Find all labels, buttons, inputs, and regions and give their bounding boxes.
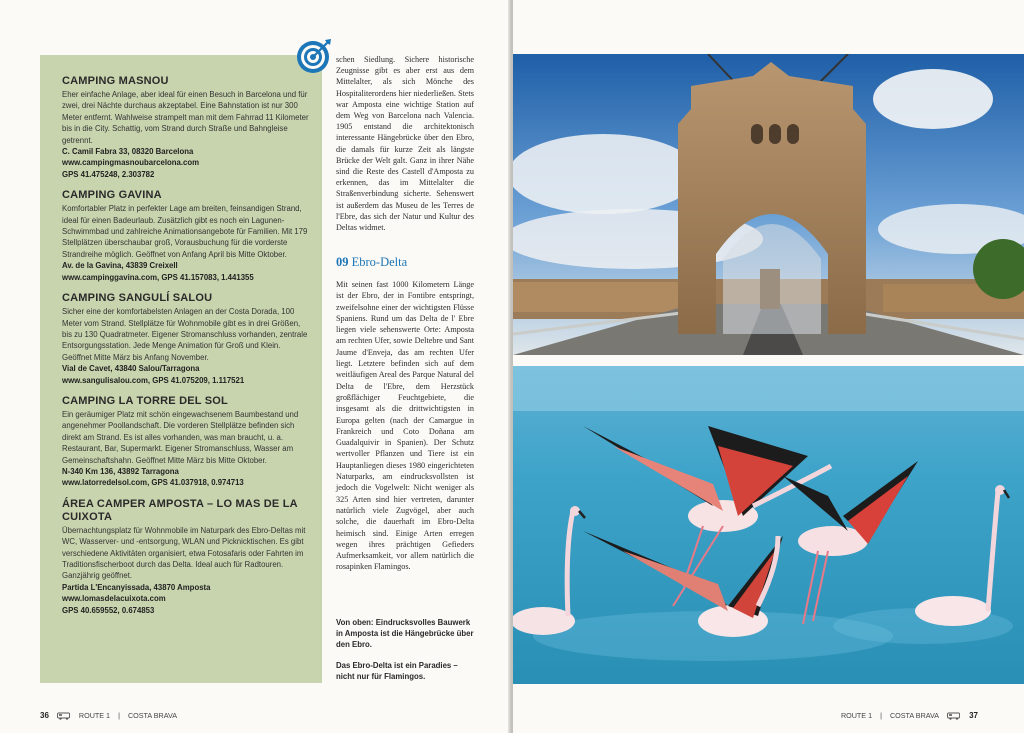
bridge-photo — [513, 54, 1024, 355]
campsite-description: Eher einfache Anlage, aber ideal für einen Besuch in Barcelona und für zwei, drei Nächte durchaus akzeptabel. Eine Bahnstation ist nur 300 Meter entfernt. Wahlweise strampelt man mit dem Fahrrad 11 Kilometer bis in die City. Schattig, vom Strand durch Straße und Bahngleise getrennt. — [62, 90, 309, 145]
photo-captions — [336, 617, 476, 692]
campsite-web: www.latorredelsol.com, GPS 41.037918, 0.974713 — [62, 478, 244, 488]
campsite-entry — [62, 292, 310, 386]
campsite-address: Vial de Cavet, 43840 Salou/Tarragona — [62, 364, 200, 374]
page-footer-right — [841, 711, 978, 720]
camper-van-icon — [947, 712, 961, 720]
body-paragraph: Mit seinen fast 1000 Kilometern Länge ist der Ebro, der in Fontibre entspringt, zweifelsohne einer der wichtigsten Flüsse Spaniens. Rund um das Delta de l' Ebre liegen viele sehenswerte Orte: Amposta am rechten Ufer, sowie Deltebre und Sant Jaume d'Enveja, das am rechten Ufer liegt. Letztere befinden sich auf dem weitläufigen Areal des Parque Natural del Delta de l'Ebre, dem Herzstück großflächiger Feuchtgebiete, die insgesamt als die drittwichtigsten in Europa gelten (nach der Camargue in Frankreich und Coto Doñana am Guadalquivir in Spanien). Der Schutz wertvoller Pflanzen und Tiere ist ein Hauptanliegen dieses 1980 eingerichteten Naturparks, am eindrucksvollsten ist jedoch die Vogelwelt: Nicht weniger als 325 Arten sind hier vertreten, darunter natürlich viele Zugvögel, aber auch solche, die dauerhaft im Ebro-Delta heimisch sind. Einige Arten erregen wegen ihres prächtigen Gefieders Aufmerksamkeit, vor allem natürlich die rosapinken Flamingos. — [336, 280, 474, 572]
section-title: Ebro-Delta — [351, 255, 408, 269]
body-paragraph: schen Siedlung. Sichere historische Zeugnisse gibt es aber erst aus dem Mittelalter, als sich Mönche des Hospitaliterordens hier niederließen. Stets war Amposta eine wichtige Station auf dem Weg von Barcelona nach Valencia. 1905 entstand die architektonisch interessante Hängebrücke über den Ebro, die damals für kurze Zeit als längste Brücke der Welt galt. Ganz in ihrer Nähe sind die Reste des Castell d'Amposta zu erkennen, das im Mittelalter die Straßenverbindung sicherte. Sehenswert ist außerdem das Museu de les Terres de l'Ebre, das sich der Natur und Kultur des Deltas widmet. — [336, 55, 474, 233]
campsite-name: CAMPING LA TORRE DEL SOL — [62, 394, 228, 407]
section-heading — [336, 255, 407, 270]
footer-separator: | — [118, 711, 120, 720]
campsite-name: ÁREA CAMPER AMPOSTA – LO MAS DE LA CUIXOTA — [62, 497, 298, 523]
campsite-name: CAMPING MASNOU — [62, 75, 169, 87]
campsite-entry — [62, 395, 310, 489]
campsite-description: Ein geräumiger Platz mit schön eingewachsenem Baumbestand und angenehmer Poollandschaft. Die vorderen Stellplätze befinden sich direkt am Strand. Es ist alles vorhanden, was man braucht, u. a. Restaurant, Bar, Supermarkt. Eigener Stromanschluss, Wasser am Gemeinschaftshahn. Geöffnet Mitte März bis Mitte Oktober. — [62, 409, 299, 465]
caption-bridge: Von oben: Eindrucksvolles Bauwerk in Amposta ist die Hängebrücke über den Ebro. — [336, 618, 474, 649]
campsite-entry — [62, 498, 310, 616]
camper-van-icon — [57, 712, 71, 720]
campsite-address: N-340 Km 136, 43892 Tarragona — [62, 466, 179, 476]
campsite-gps: GPS 40.659552, 0.674853 — [62, 605, 155, 615]
caption-flamingos: Das Ebro-Delta ist ein Paradies – nicht nur für Flamingos. — [336, 661, 458, 681]
campsite-name: CAMPING GAVINA — [62, 189, 162, 202]
campsite-description: Sicher eine der komfortabelsten Anlagen an der Costa Dorada, 100 Meter vom Strand. Stellplätze für Wohnmobile gibt es in drei Größen, bis zu 130 Quadratmeter. Eigener Stromanschluss vorhanden, zentrale Entsorgungsstation. Jede Menge Animation für Groß und Klein. Geöffnet Mitte März bis Anfang November. — [62, 307, 308, 362]
campsite-web: www.lomasdelacuixota.com — [62, 594, 166, 604]
campsite-address: C. Camil Fabra 33, 08320 Barcelona — [62, 147, 194, 157]
campsite-gps: GPS 41.475248, 2.303782 — [62, 169, 155, 179]
campsite-web: www.sangulisalou.com, GPS 41.075209, 1.117521 — [62, 375, 245, 385]
campsite-web: www.campinggavina.com, GPS 41.157083, 1.441355 — [62, 272, 254, 282]
section-number: 09 — [336, 255, 349, 269]
left-page — [0, 0, 511, 733]
campsite-web: www.campingmasnoubarcelona.com — [62, 158, 200, 168]
campsite-address: Partida L'Encanyissada, 43870 Amposta — [62, 582, 211, 592]
route-label: ROUTE 1 — [78, 711, 111, 720]
campsite-sidebar — [40, 55, 322, 683]
region-label: COSTA BRAVA — [889, 711, 940, 720]
body-text-ebro-delta — [336, 279, 474, 573]
campsite-description: Übernachtungsplatz für Wohnmobile im Naturpark des Ebro-Deltas mit WC, Wasserver- und -entsorgung, WLAN und Picknicktischen. Es gibt verschiedene Aktivitäten organisiert, etwa Fotosafaris oder Fahrten im Traditionsfischerboot durch das Delta. Ideal auch für Radtouren. Ganzjährig geöffnet. — [62, 525, 306, 581]
region-label: COSTA BRAVA — [127, 711, 178, 720]
page-footer-left — [40, 711, 177, 720]
route-label: ROUTE 1 — [840, 711, 873, 720]
campsite-entry — [62, 75, 310, 180]
campsite-entry — [62, 189, 310, 283]
target-icon — [296, 38, 332, 74]
right-page — [513, 0, 1024, 733]
campsite-address: Av. de la Gavina, 43839 Creixell — [62, 261, 178, 271]
footer-separator: | — [880, 711, 882, 720]
page-number: 36 — [40, 711, 49, 720]
body-text-amposta — [336, 54, 474, 233]
campsite-description: Komfortabler Platz in perfekter Lage am breiten, feinsandigen Strand, ideal für einen Badeurlaub. Zusätzlich gibt es noch ein Lagunen-Schwimmbad und zahlreiche Animationsangebote für Familien. Mit 179 Stellplätzen überschaubar groß, Vorausbuchung für die vorderste Strandreihe möglich. Geöffnet von Anfang April bis Mitte Oktober. — [62, 204, 308, 259]
page-number: 37 — [969, 711, 978, 720]
flamingos-photo — [513, 366, 1024, 684]
campsite-name: CAMPING SANGULÍ SALOU — [62, 292, 213, 305]
